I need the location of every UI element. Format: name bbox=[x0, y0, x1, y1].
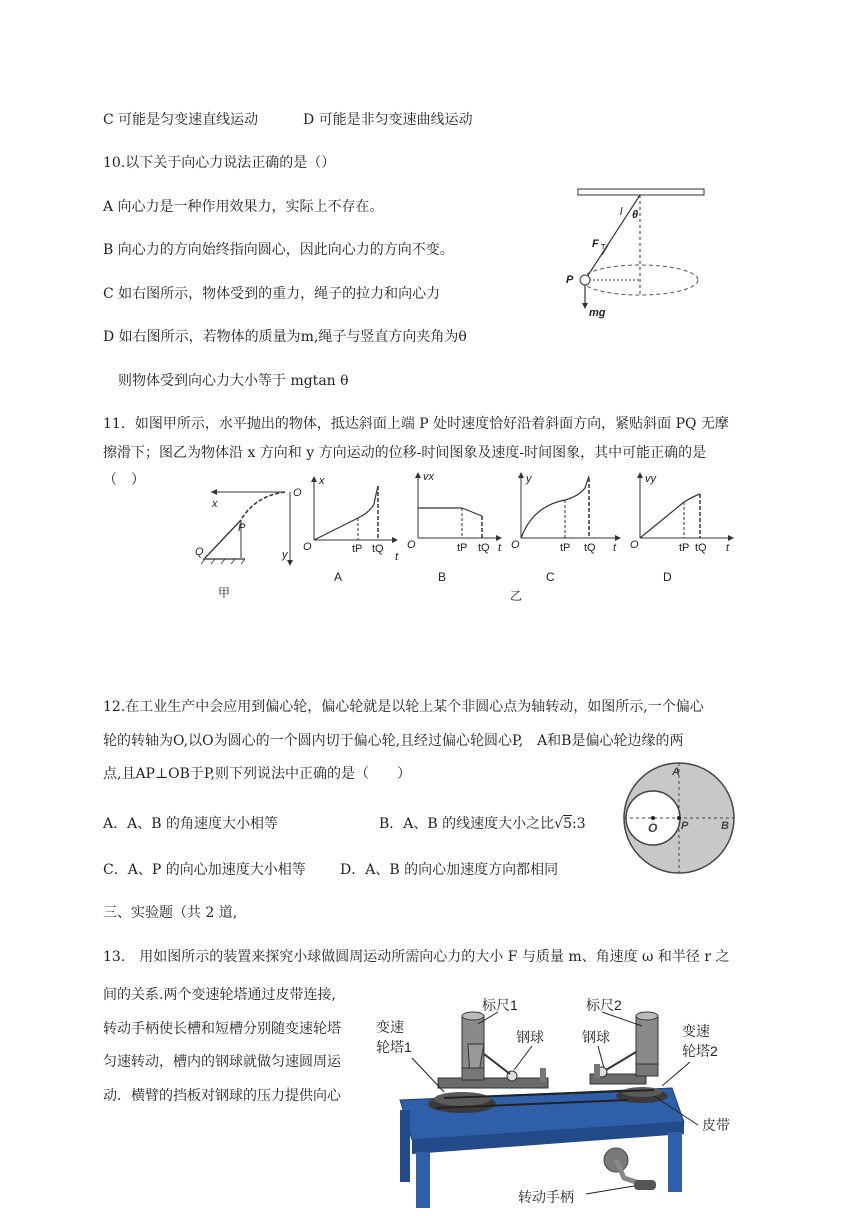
wheel-o: O bbox=[648, 821, 658, 835]
caption-c: C bbox=[546, 570, 555, 584]
q12-option-d: D．A、B 的向心加速度方向都相同 bbox=[340, 862, 559, 878]
tower2-label-a: 变速 bbox=[682, 1023, 710, 1039]
graph-a-ylabel: x bbox=[319, 475, 325, 487]
wheel-b: B bbox=[721, 820, 729, 832]
graph-d bbox=[628, 470, 740, 560]
tower1-label-a: 变速 bbox=[376, 1019, 404, 1035]
graph-b-t: t bbox=[498, 542, 502, 554]
q10-option-d: D 如右图所示，若物体的质量为m,绳子与竖直方向夹角为θ bbox=[103, 329, 467, 345]
theta-label: θ bbox=[632, 209, 639, 221]
graph-a-tq: tQ bbox=[372, 543, 384, 555]
q13-line3: 转动手柄使长槽和短槽分别随变速轮塔 bbox=[103, 1021, 341, 1037]
tower2-label-b: 轮塔2 bbox=[682, 1043, 718, 1059]
projectile-slope-figure bbox=[193, 478, 305, 570]
centripetal-apparatus-figure bbox=[372, 982, 760, 1214]
caption-b: B bbox=[438, 570, 447, 584]
caption-yi: 乙 bbox=[510, 589, 523, 603]
length-label: l bbox=[620, 206, 623, 218]
graph-c-origin: O bbox=[511, 539, 520, 551]
graph-a-t: t bbox=[395, 551, 399, 563]
q12-option-b-text: B．A、B 的线速度大小之比 bbox=[379, 816, 555, 832]
q11-line1: 11．如图甲所示，水平抛出的物体，抵达斜面上端 P 处时速度恰好沿着斜面方向，紧贴斜面 PQ 无摩 bbox=[103, 416, 729, 432]
conical-pendulum-figure bbox=[560, 185, 720, 325]
graph-b-origin: O bbox=[407, 539, 416, 551]
wheel-a: A bbox=[672, 766, 680, 778]
q13-line1: 13. 用如图所示的装置来探究小球做圆周运动所需向心力的大小 F 与质量 m、角速度 ω 和半径 r 之 bbox=[103, 949, 730, 965]
q13-line5: 动．横臂的挡板对钢球的压力提供向心 bbox=[103, 1088, 341, 1104]
q11-line2: 擦滑下；图乙为物体沿 x 方向和 y 方向运动的位移-时间图象及速度-时间图象，其中可能正确的是 bbox=[103, 445, 707, 461]
tension-label: F bbox=[592, 238, 599, 250]
q12-line3: 点,且AP⊥OB于P,则下列说法中正确的是（ ） bbox=[103, 766, 411, 782]
q11-line3: （ ） bbox=[103, 472, 145, 488]
section-3-heading: 三、实验题（共 2 道, bbox=[103, 905, 238, 921]
jia-o: O bbox=[293, 487, 302, 499]
handle-label: 转动手柄 bbox=[518, 1189, 574, 1205]
q10-option-d-cont: 则物体受到向心力大小等于 mgtan θ bbox=[118, 373, 349, 389]
q12-option-a: A．A、B 的角速度大小相等 bbox=[103, 816, 278, 832]
graph-d-ylabel: vy bbox=[645, 473, 656, 485]
graph-d-tp: tP bbox=[679, 542, 690, 554]
graph-b-tq: tQ bbox=[478, 542, 490, 554]
q13-line2: 间的关系.两个变速轮塔通过皮带连接, bbox=[103, 987, 336, 1003]
graph-a-origin: O bbox=[303, 541, 312, 553]
graph-a-tp: tP bbox=[352, 543, 363, 555]
q13-line4: 匀速转动，槽内的钢球就做匀速圆周运 bbox=[103, 1054, 341, 1070]
ruler2-label: 标尺2 bbox=[586, 997, 622, 1013]
graph-a bbox=[300, 474, 400, 564]
graph-d-tq: tQ bbox=[695, 542, 707, 554]
jia-q: Q bbox=[195, 546, 204, 558]
graph-b-tp: tP bbox=[457, 542, 468, 554]
graph-c-tp: tP bbox=[560, 542, 571, 554]
mg-label: mg bbox=[589, 307, 606, 319]
ball2-label: 钢球 bbox=[582, 1029, 610, 1045]
tower1-label-b: 轮塔1 bbox=[376, 1039, 412, 1055]
q12-option-b-radicand: 5 bbox=[563, 816, 572, 832]
q10-stem: 10.以下关于向心力说法正确的是（） bbox=[103, 155, 336, 171]
tension-sub: T bbox=[601, 244, 606, 251]
belt-label: 皮带 bbox=[702, 1117, 730, 1133]
graph-c-t: t bbox=[613, 542, 617, 554]
p-label: P bbox=[566, 274, 574, 286]
ruler1-label: 标尺1 bbox=[482, 997, 518, 1013]
graph-c-ylabel: y bbox=[526, 473, 532, 485]
q12-line2: 轮的转轴为O,以O为圆心的一个圆内切于偏心轮,且经过偏心轮圆心P, A和B是偏心轮边缘的两 bbox=[103, 733, 684, 749]
jia-y: y bbox=[282, 549, 288, 561]
caption-a: A bbox=[334, 570, 343, 584]
graph-d-origin: O bbox=[630, 539, 639, 551]
graph-b-ylabel: vx bbox=[423, 471, 434, 483]
sqrt-symbol: √ bbox=[554, 816, 564, 832]
jia-x: x bbox=[212, 498, 218, 510]
q12-line1: 12.在工业生产中会应用到偏心轮，偏心轮就是以轮上某个非圆心点为轴转动，如图所示,一个偏心 bbox=[103, 699, 704, 715]
q12-option-c: C．A、P 的向心加速度大小相等 bbox=[103, 862, 306, 878]
caption-d: D bbox=[663, 570, 672, 584]
wheel-p: P bbox=[681, 820, 689, 832]
eccentric-wheel-figure bbox=[622, 758, 742, 878]
graph-c bbox=[509, 470, 629, 560]
q10-option-b: B 向心力的方向始终指向圆心，因此向心力的方向不变。 bbox=[103, 242, 454, 258]
q12-option-b-ratio: :3 bbox=[571, 816, 586, 832]
q12-option-b bbox=[379, 814, 586, 834]
graph-b bbox=[404, 470, 504, 560]
caption-jia: 甲 bbox=[218, 586, 231, 600]
ball1-label: 钢球 bbox=[516, 1029, 544, 1045]
graph-c-tq: tQ bbox=[584, 542, 596, 554]
jia-p: P bbox=[238, 522, 246, 534]
q9-option-c: C 可能是匀变速直线运动 bbox=[103, 112, 259, 128]
q9-option-d: D 可能是非匀变速曲线运动 bbox=[303, 112, 473, 128]
q10-option-c: C 如右图所示，物体受到的重力，绳子的拉力和向心力 bbox=[103, 286, 441, 302]
q10-option-a: A 向心力是一种作用效果力，实际上不存在。 bbox=[103, 199, 384, 215]
graph-d-t: t bbox=[726, 542, 730, 554]
